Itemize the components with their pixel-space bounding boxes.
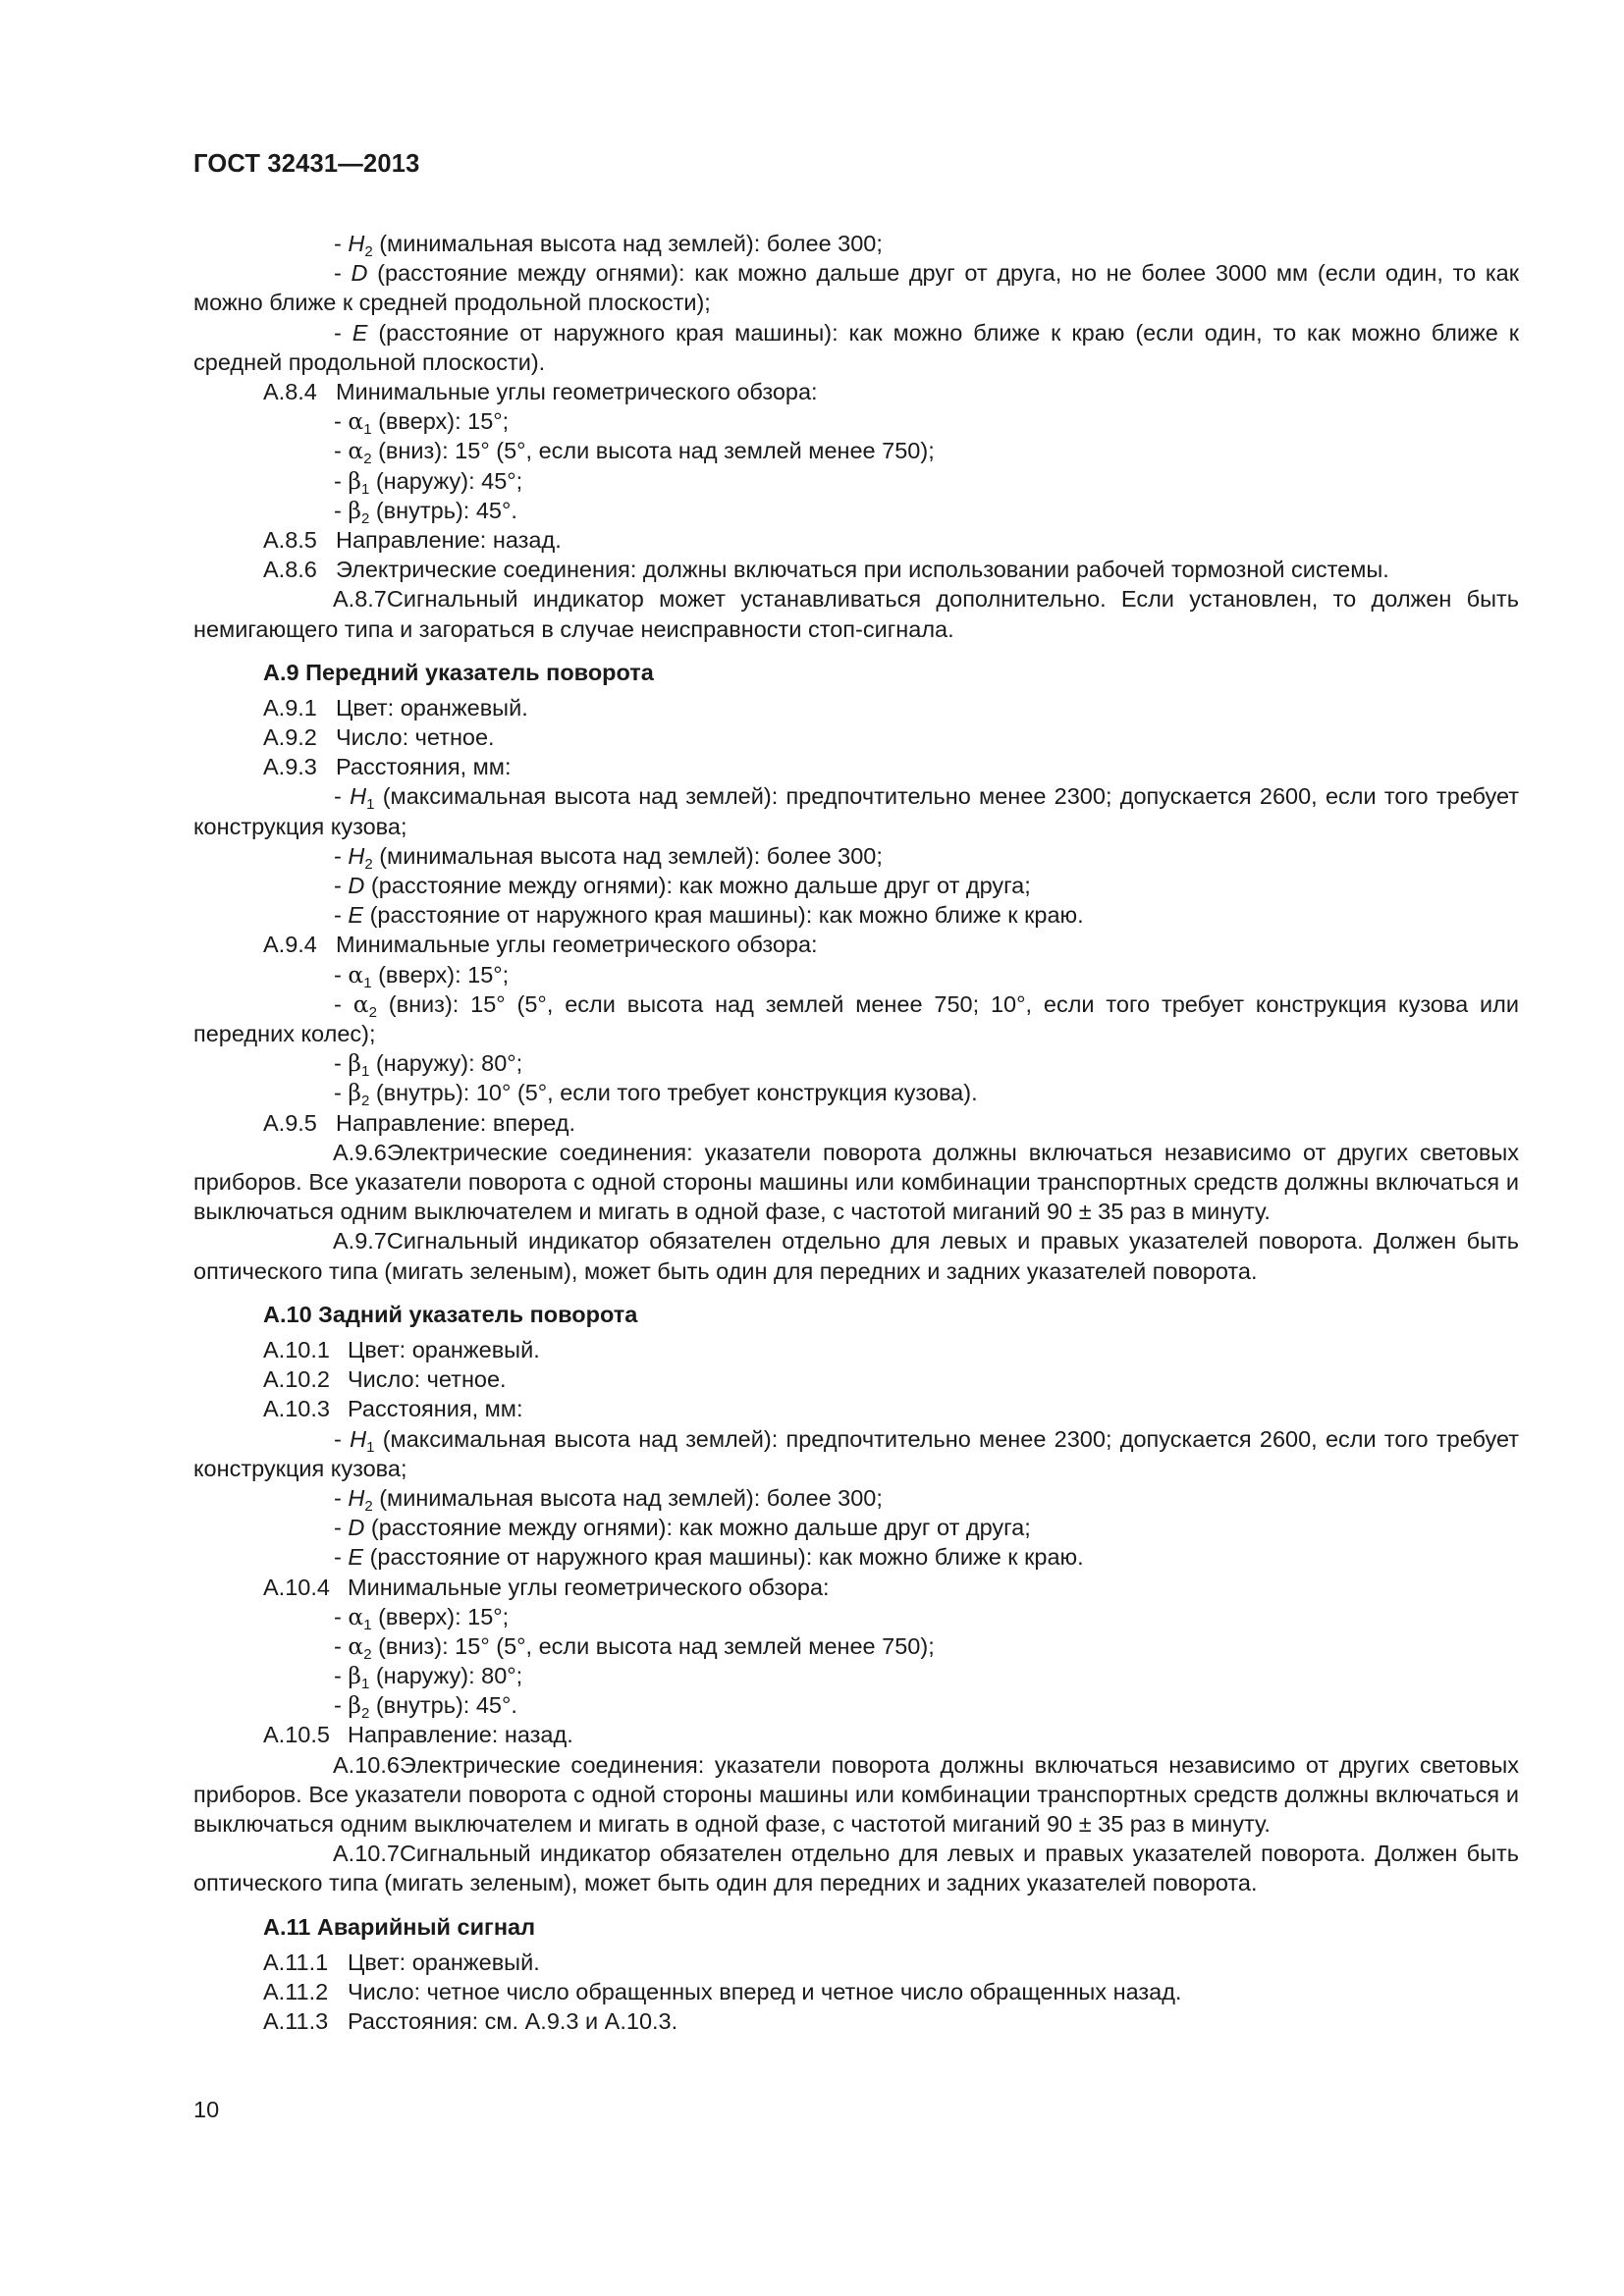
- clause-a9-7: А.9.7Сигнальный индикатор обязателен отдельно для левых и правых указателей поворота. Должен быть оптического типа (мигать зеленым), может быть один для передних и задних указателей поворота.: [193, 1228, 1519, 1284]
- list-item-e: - E (расстояние от наружного края машины): как можно ближе к краю.: [334, 902, 1084, 929]
- clause-a9-2: А.9.2 Число: четное.: [263, 724, 495, 751]
- clause-a11-2: А.11.2 Число: четное число обращенных вперед и четное число обращенных назад.: [263, 1979, 1182, 2005]
- clause-a10-3: А.10.3 Расстояния, мм:: [263, 1396, 523, 1422]
- document-body: [193, 229, 1519, 2036]
- list-item-alpha2: - $\alpha_2$ (вниз): 15° (5°, если высота над землей менее 750);: [334, 437, 935, 468]
- section-heading-a10: А.10 Задний указатель поворота: [263, 1301, 638, 1327]
- list-item-h1: - $H_1$ (максимальная высота над землей): предпочтительно менее 2300; допускается 2600, если того требует конструкция кузова;: [193, 783, 1519, 839]
- list-item-alpha1: - $\alpha_1$ (вверх): 15°;: [334, 960, 510, 991]
- list-item-d: - D (расстояние между огнями): как можно дальше друг от друга;: [334, 1515, 1031, 1541]
- list-item-beta1: - $\beta_1$ (наружу): 80°;: [334, 1662, 523, 1693]
- list-item-alpha1: - $\alpha_1$ (вверх): 15°;: [334, 407, 510, 439]
- page-header-standard-title: ГОСТ 32431—2013: [193, 150, 420, 178]
- list-item-h1: - $H_1$ (максимальная высота над землей): предпочтительно менее 2300; допускается 2600, если того требует конструкция кузова;: [193, 1425, 1519, 1481]
- clause-a10-4: А.10.4 Минимальные углы геометрического обзора:: [263, 1574, 830, 1600]
- list-item-beta2: - $\beta_2$ (внутрь): 10° (5°, если того требует конструкция кузова).: [334, 1079, 978, 1110]
- section-heading-a9: А.9 Передний указатель поворота: [263, 659, 654, 685]
- list-item-h2: - $H_2$ (минимальная высота над землей): более 300;: [334, 842, 883, 873]
- list-item-beta2: - $\beta_2$ (внутрь): 45°.: [334, 1691, 517, 1723]
- list-item-alpha2: - $\alpha_2$ (вниз): 15° (5°, если высота над землей менее 750);: [334, 1631, 935, 1663]
- list-item-d: - D (расстояние между огнями): как можно дальше друг от друга;: [334, 873, 1031, 899]
- clause-a10-6: А.10.6Электрические соединения: указатели поворота должны включаться независимо от других световых приборов. Все указатели поворота с одной стороны машины или комбинации транспортных средств должны включаться и выключаться одним выключателем и мигать в одной фазе, с частотой миганий 90 ± 35 раз в минуту.: [193, 1751, 1519, 1838]
- clause-a10-5: А.10.5 Направление: назад.: [263, 1722, 573, 1748]
- clause-a11-3: А.11.3 Расстояния: см. А.9.3 и А.10.3.: [263, 2008, 678, 2035]
- clause-a10-1: А.10.1 Цвет: оранжевый.: [263, 1336, 540, 1362]
- clause-a10-2: А.10.2 Число: четное.: [263, 1366, 507, 1393]
- clause-a11-1: А.11.1 Цвет: оранжевый.: [263, 1949, 540, 1975]
- list-item-e: - E (расстояние от наружного края машины): как можно ближе к краю.: [334, 1544, 1084, 1571]
- clause-a9-4: А.9.4 Минимальные углы геометрического обзора:: [263, 932, 818, 958]
- clause-a9-1: А.9.1 Цвет: оранжевый.: [263, 694, 528, 721]
- clause-a10-7: А.10.7Сигнальный индикатор обязателен отдельно для левых и правых указателей поворота. Должен быть оптического типа (мигать зеленым), может быть один для передних и задних указателей поворота.: [193, 1841, 1519, 1896]
- list-item-beta2: - $\beta_2$ (внутрь): 45°.: [334, 496, 517, 527]
- clause-a8-7: А.8.7Сигнальный индикатор может устанавливаться дополнительно. Если установлен, то должен быть немигающего типа и загораться в случае неисправности стоп-сигнала.: [193, 586, 1519, 642]
- list-item-beta1: - $\beta_1$ (наружу): 80°;: [334, 1049, 523, 1081]
- clause-a9-5: А.9.5 Направление: вперед.: [263, 1109, 576, 1136]
- page-number: 10: [193, 2097, 220, 2122]
- list-item-alpha1: - $\alpha_1$ (вверх): 15°;: [334, 1602, 510, 1633]
- section-heading-a11: А.11 Аварийный сигнал: [263, 1913, 536, 1940]
- clause-a8-6: А.8.6 Электрические соединения: должны включаться при использовании рабочей тормозной системы.: [263, 557, 1389, 583]
- list-item-beta1: - $\beta_1$ (наружу): 45°;: [334, 466, 523, 498]
- list-item-h2: - $H_2$ (минимальная высота над землей): более 300;: [334, 231, 883, 260]
- clause-a9-3: А.9.3 Расстояния, мм:: [263, 754, 512, 780]
- list-item-alpha2: - $\alpha_2$ (вниз): 15° (5°, если высота над землей менее 750; 10°, если того требует конструкция кузова или передних колес);: [193, 989, 1520, 1047]
- list-item-d: - D (расстояние между огнями): как можно дальше друг от друга, но не более 3000 мм (если один, то как можно ближе к средней продольной плоскости);: [193, 260, 1519, 316]
- list-item-e: - E (расстояние от наружного края машины): как можно ближе к краю (если один, то как можно ближе к средней продольной плоскости).: [193, 319, 1519, 375]
- clause-a9-6: А.9.6Электрические соединения: указатели поворота должны включаться независимо от других световых приборов. Все указатели поворота с одной стороны машины или комбинации транспортных средств должны включаться и выключаться одним выключателем и мигать в одной фазе, с частотой миганий 90 ± 35 раз в минуту.: [193, 1139, 1519, 1225]
- clause-a8-4: А.8.4 Минимальные углы геометрического обзора:: [263, 379, 818, 404]
- list-item-h2: - $H_2$ (минимальная высота над землей): более 300;: [334, 1484, 883, 1515]
- clause-a8-5: А.8.5 Направление: назад.: [263, 526, 562, 553]
